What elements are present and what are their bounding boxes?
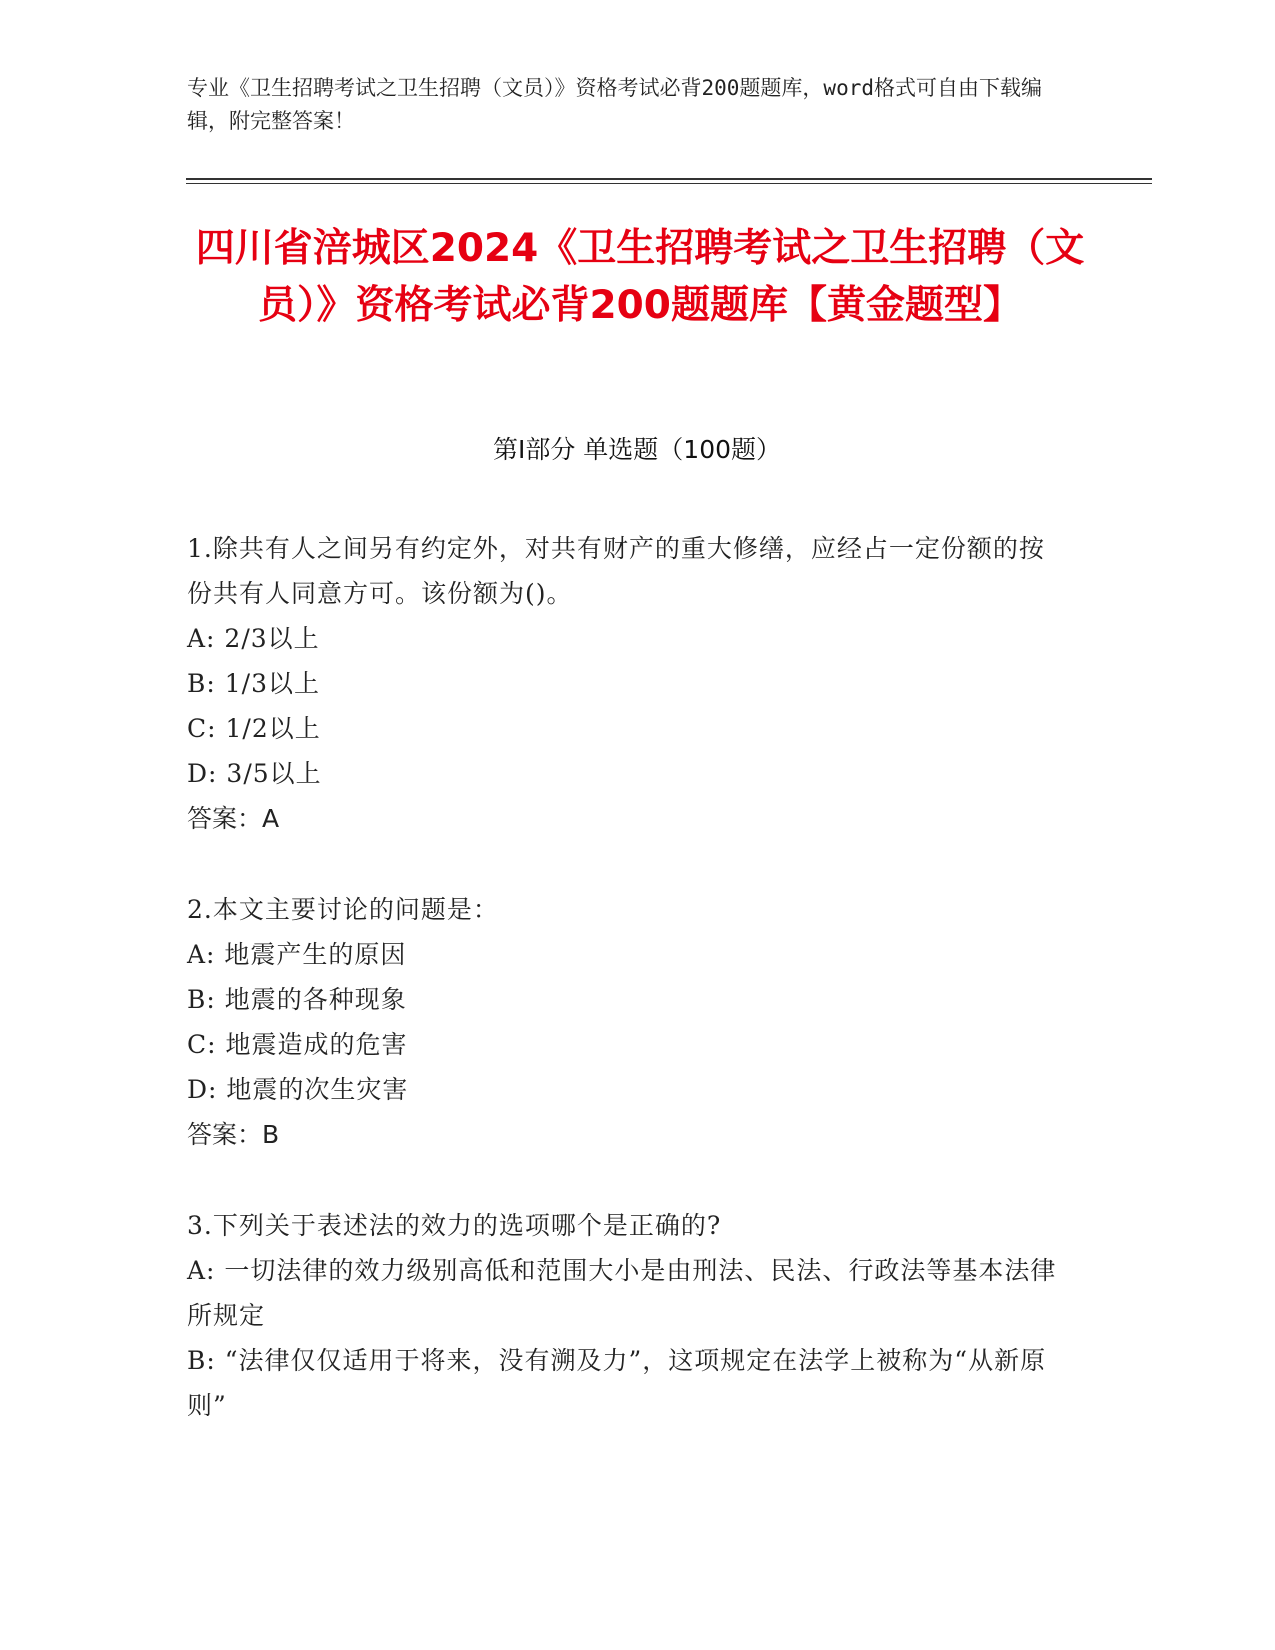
option-b: B: 地震的各种现象: [187, 985, 407, 1014]
header-divider-thin: [186, 183, 1152, 184]
question-list: [187, 526, 1067, 1474]
option-d: D: 地震的次生灾害: [187, 1075, 409, 1104]
option-a: A: 2/3以上: [187, 624, 320, 653]
option-b: B: 1/3以上: [187, 669, 320, 698]
question-stem: 1.除共有人之间另有约定外，对共有财产的重大修缮，应经占一定份额的按份共有人同意方可。该份额为()。: [187, 534, 1045, 608]
option-a: A: 一切法律的效力级别高低和范围大小是由刑法、民法、行政法等基本法律所规定: [187, 1256, 1057, 1330]
header-divider-thick: [186, 178, 1152, 180]
question-2: [187, 887, 1067, 1157]
answer: 答案：B: [187, 1120, 280, 1149]
answer: 答案：A: [187, 804, 280, 833]
option-a: A: 地震产生的原因: [187, 940, 407, 969]
question-stem: 3.下列关于表述法的效力的选项哪个是正确的?: [187, 1211, 722, 1240]
question-1: [187, 526, 1067, 841]
section-heading: 第I部分 单选题（100题）: [492, 435, 782, 464]
option-b: B: “法律仅仅适用于将来，没有溯及力”，这项规定在法学上被称为“从新原则”: [187, 1346, 1047, 1420]
question-stem: 2.本文主要讨论的问题是：: [187, 895, 499, 924]
document-title: 四川省涪城区2024《卫生招聘考试之卫生招聘（文员）》资格考试必背200题题库【黄金题型】: [195, 226, 1085, 328]
header-note: 专业《卫生招聘考试之卫生招聘（文员）》资格考试必背200题题库，word格式可自由下载编辑，附完整答案！: [187, 76, 1042, 133]
question-3: [187, 1203, 1067, 1428]
option-c: C: 地震造成的危害: [187, 1030, 408, 1059]
option-d: D: 3/5以上: [187, 759, 322, 788]
option-c: C: 1/2以上: [187, 714, 321, 743]
